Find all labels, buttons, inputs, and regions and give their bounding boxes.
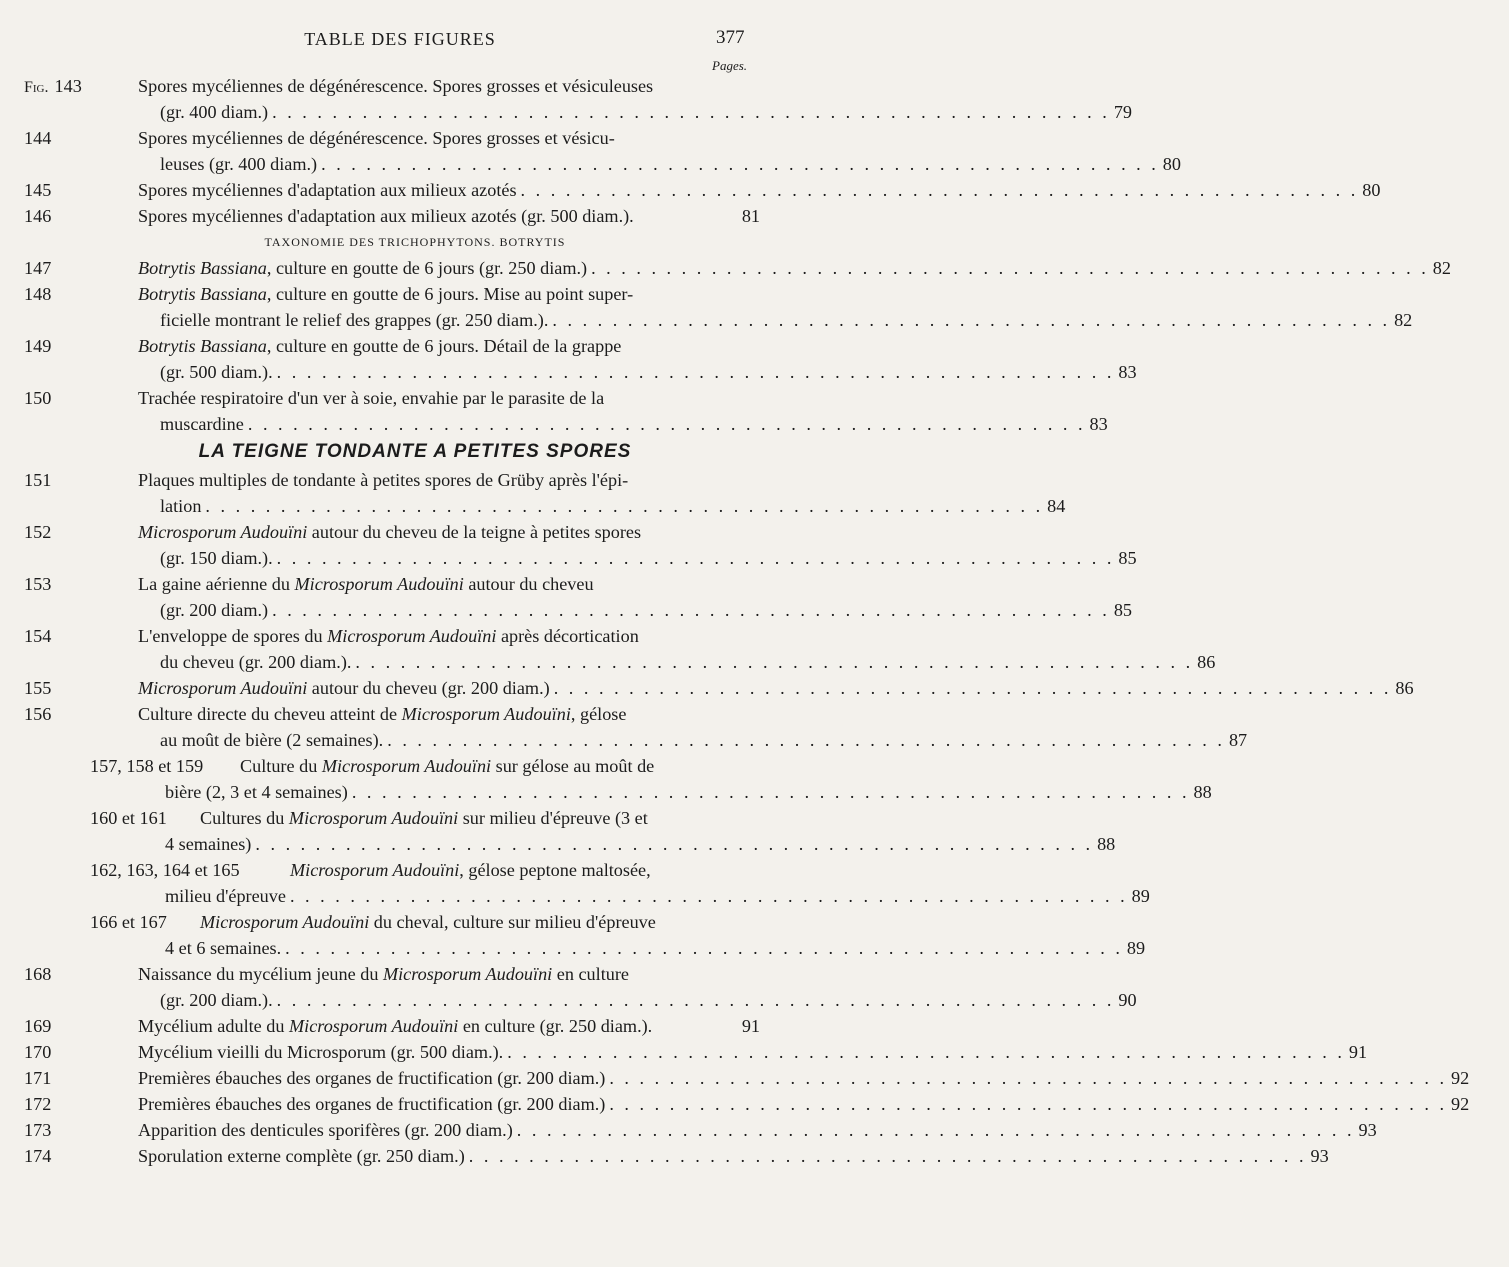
- figure-number: 172: [24, 1094, 52, 1114]
- figure-number: 144: [24, 128, 52, 148]
- figure-number: 157, 158 et 159: [90, 756, 204, 776]
- figure-number: 170: [24, 1042, 52, 1062]
- figure-number: 171: [24, 1068, 52, 1088]
- leader-dots: . . . . . . . . . . . . . . . . . . . . . . . . . . . . . . . . . . . . . . . . . . . . . . . . . . . . . . . .: [507, 1042, 1345, 1062]
- entry-text: (gr. 400 diam.): [160, 102, 269, 122]
- page-reference: 85: [1118, 548, 1137, 568]
- leader-dots: . . . . . . . . . . . . . . . . . . . . . . . . . . . . . . . . . . . . . . . . . . . . . . . . . . . . . . . .: [205, 496, 1044, 516]
- entry-text: au moût de bière (2 semaines).: [160, 730, 384, 750]
- running-header-title: TABLE DES FIGURES: [304, 29, 496, 49]
- page-reference: 80: [1362, 180, 1381, 200]
- page-reference: 91: [1348, 1042, 1368, 1062]
- leader-dots: . . . . . . . . . . . . . . . . . . . . . . . . . . . . . . . . . . . . . . . . . . . . . . . . . . . . . . . .: [553, 678, 1392, 698]
- figure-list: [0, 73, 1470, 1169]
- page-reference: 83: [1118, 362, 1137, 382]
- page-reference: 92: [1451, 1094, 1470, 1114]
- figure-entry: [0, 385, 1108, 437]
- figure-entry: [0, 203, 800, 229]
- page-reference: 83: [1089, 414, 1108, 434]
- figure-number: 148: [24, 284, 52, 304]
- page-reference: 91: [741, 1016, 760, 1036]
- figure-number: 173: [24, 1120, 52, 1140]
- entry-text: Microsporum Audouïni autour du cheveu (gr. 200 diam.): [138, 678, 550, 698]
- figure-entry: [0, 1143, 1329, 1169]
- entry-text: 4 et 6 semaines.: [165, 938, 282, 958]
- leader-dots: . . . . . . . . . . . . . . . . . . . . . . . . . . . . . . . . . . . . . . . . . . . . . . . . . . . . . . . .: [276, 990, 1115, 1010]
- entry-text: Microsporum Audouïni du cheval, culture sur milieu d'épreuve: [200, 912, 656, 932]
- leader-dots: . . . . . . . . . . . . . . . . . . . . . . . . . . . . . . . . . . . . . . . . . . . . . . . . . . . . . . . .: [355, 652, 1194, 672]
- figure-number: 149: [24, 336, 52, 356]
- entry-text: L'enveloppe de spores du Microsporum Audouïni après décortication: [138, 626, 639, 646]
- figure-entry: [0, 909, 1146, 961]
- entry-text: Premières ébauches des organes de fructification (gr. 200 diam.): [138, 1094, 606, 1114]
- leader-dots: . . . . . . . . . . . . . . . . . . . . . . . . . . . . . . . . . . . . . . . . . . . . . . . . . . . . . . . .: [468, 1146, 1307, 1166]
- page-reference: 93: [1310, 1146, 1329, 1166]
- figure-entry: [0, 73, 1132, 125]
- figure-entry: [0, 519, 1137, 571]
- leader-dots: . . . . . . . . . . . . . . . . . . . . . . . . . . . . . . . . . . . . . . . . . . . . . . . . . . . . . . . .: [609, 1068, 1448, 1088]
- entry-text: ficielle montrant le relief des grappes (gr. 250 diam.).: [160, 310, 549, 330]
- page-reference: 82: [1394, 310, 1413, 330]
- entry-text: (gr. 500 diam.).: [160, 362, 273, 382]
- entry-text: Trachée respiratoire d'un ver à soie, envahie par le parasite de la: [138, 388, 605, 408]
- figure-entry: [0, 753, 1212, 805]
- entry-text: Culture du Microsporum Audouïni sur gélose au moût de: [240, 756, 655, 776]
- leader-dots: . . . . . . . . . . . . . . . . . . . . . . . . . . . . . . . . . . . . . . . . . . . . . . . . . . . . . . . .: [272, 600, 1110, 620]
- leader-dots: . . . . . . . . . . . . . . . . . . . . . . . . . . . . . . . . . . . . . . . . . . . . . . . . . . . . . . . .: [609, 1094, 1448, 1114]
- page-reference: 79: [1113, 102, 1132, 122]
- figure-entry: [0, 333, 1137, 385]
- leader-dots: . . . . . . . . . . . . . . . . . . . . . . . . . . . . . . . . . . . . . . . . . . . . . . . . . . . . . . . .: [516, 1120, 1355, 1140]
- entry-text: (gr. 200 diam.).: [160, 990, 273, 1010]
- entry-text: 4 semaines): [165, 834, 252, 854]
- entry-text: Spores mycéliennes d'adaptation aux milieux azotés (gr. 500 diam.).: [138, 206, 634, 226]
- chapter-heading: LA TEIGNE TONDANTE A PETITES SPORES: [198, 441, 632, 462]
- figure-entry: [0, 177, 1381, 203]
- figure-number: 166 et 167: [90, 912, 167, 932]
- entry-text: Plaques multiples de tondante à petites spores de Grüby après l'épi-: [138, 470, 629, 490]
- page-reference: 86: [1197, 652, 1216, 672]
- entry-text: milieu d'épreuve: [165, 886, 286, 906]
- leader-dots: . . . . . . . . . . . . . . . . . . . . . . . . . . . . . . . . . . . . . . . . . . . . . . . . . . . . . . . .: [351, 782, 1190, 802]
- leader-dots: . . . . . . . . . . . . . . . . . . . . . . . . . . . . . . . . . . . . . . . . . . . . . . . . . . . . . . . .: [591, 258, 1429, 278]
- page-reference: 89: [1131, 886, 1150, 906]
- entry-text: Sporulation externe complète (gr. 250 diam.): [138, 1146, 465, 1166]
- leader-dots: . . . . . . . . . . . . . . . . . . . . . . . . . . . . . . . . . . . . . . . . . . . . . . . . . . . . . . . .: [255, 834, 1094, 854]
- figure-number: 168: [24, 964, 52, 984]
- figure-entry: [0, 857, 1150, 909]
- page-reference: 80: [1162, 154, 1181, 174]
- leader-dots: . . . . . . . . . . . . . . . . . . . . . . . . . . . . . . . . . . . . . . . . . . . . . . . . . . . . . . . .: [289, 886, 1128, 906]
- page-reference: 81: [741, 206, 760, 226]
- entry-text: Spores mycéliennes de dégénérescence. Spores grosses et vésiculeuses: [138, 76, 654, 96]
- entry-text: Cultures du Microsporum Audouïni sur milieu d'épreuve (3 et: [200, 808, 648, 828]
- figure-number: 145: [24, 180, 52, 200]
- entry-text: La gaine aérienne du Microsporum Audouïni autour du cheveu: [138, 574, 594, 594]
- page-reference: 87: [1228, 730, 1248, 750]
- figure-number: 146: [24, 206, 52, 226]
- entry-text: du cheveu (gr. 200 diam.).: [160, 652, 352, 672]
- entry-text: Botrytis Bassiana, culture en goutte de 6 jours. Mise au point super-: [138, 284, 634, 304]
- figure-number: 151: [24, 470, 52, 490]
- figure-number: Fig. 143: [24, 76, 82, 96]
- figure-entry: [0, 1039, 1368, 1065]
- figure-number: 152: [24, 522, 52, 542]
- figure-entry: [0, 623, 1216, 675]
- figure-number: 169: [24, 1016, 52, 1036]
- entry-text: Culture directe du cheveu atteint de Microsporum Audouïni, gélose: [138, 704, 627, 724]
- fig-abbreviation: Fig.: [24, 79, 49, 96]
- leader-dots: . . . . . . . . . . . . . . . . . . . . . . . . . . . . . . . . . . . . . . . . . . . . . . . . . . . . . . . .: [321, 154, 1159, 174]
- entry-text: bière (2, 3 et 4 semaines): [165, 782, 348, 802]
- page-reference: 89: [1126, 938, 1146, 958]
- leader-dots: . . . . . . . . . . . . . . . . . . . . . . . . . . . . . . . . . . . . . . . . . . . . . . . . . . . . . . . .: [552, 310, 1391, 330]
- figure-number: 153: [24, 574, 52, 594]
- entry-text: Apparition des denticules sporifères (gr. 200 diam.): [138, 1120, 513, 1140]
- figure-number: 174: [24, 1146, 52, 1166]
- entry-text: Microsporum Audouïni autour du cheveu de la teigne à petites spores: [138, 522, 642, 542]
- figure-number: 162, 163, 164 et 165: [90, 860, 240, 880]
- figure-number: 147: [24, 258, 52, 278]
- figure-entry: [0, 701, 1248, 753]
- figure-entry: [0, 125, 1181, 177]
- entry-text: (gr. 200 diam.): [160, 600, 269, 620]
- figure-number: 156: [24, 704, 52, 724]
- page-reference: 90: [1118, 990, 1137, 1010]
- page-reference: 84: [1047, 496, 1066, 516]
- figure-entry: [0, 1065, 1470, 1091]
- page-reference: 85: [1113, 600, 1132, 620]
- pages-column-label: Pages.: [712, 58, 748, 73]
- entry-text: leuses (gr. 400 diam.): [160, 154, 318, 174]
- entry-text: Microsporum Audouïni, gélose peptone maltosée,: [290, 860, 651, 880]
- page-reference: 86: [1395, 678, 1414, 698]
- figure-entry: [0, 1013, 800, 1039]
- page-number: 377: [716, 27, 745, 48]
- leader-dots: . . . . . . . . . . . . . . . . . . . . . . . . . . . . . . . . . . . . . . . . . . . . . . . . . . . . . . . .: [285, 938, 1123, 958]
- figure-entry: [0, 467, 1066, 519]
- leader-dots: . . . . . . . . . . . . . . . . . . . . . . . . . . . . . . . . . . . . . . . . . . . . . . . . . . . . . . . .: [247, 414, 1086, 434]
- figure-number: 154: [24, 626, 52, 646]
- leader-dots: . . . . . . . . . . . . . . . . . . . . . . . . . . . . . . . . . . . . . . . . . . . . . . . . . . . . . . . .: [276, 362, 1115, 382]
- entry-text: (gr. 150 diam.).: [160, 548, 273, 568]
- entry-text: Spores mycéliennes de dégénérescence. Spores grosses et vésicu-: [138, 128, 615, 148]
- figure-entry: [0, 281, 1413, 333]
- figure-number: 155: [24, 678, 52, 698]
- leader-dots: . . . . . . . . . . . . . . . . . . . . . . . . . . . . . . . . . . . . . . . . . . . . . . . . . . . . . . . .: [272, 102, 1110, 122]
- page-reference: 93: [1358, 1120, 1377, 1140]
- section-heading: TAXONOMIE DES TRICHOPHYTONS. BOTRYTIS: [264, 235, 566, 249]
- page-reference: 92: [1451, 1068, 1470, 1088]
- figure-entry: [0, 1091, 1470, 1117]
- entry-text: Botrytis Bassiana, culture en goutte de 6 jours (gr. 250 diam.): [138, 258, 588, 278]
- entry-text: muscardine: [160, 414, 244, 434]
- figure-entry: [0, 675, 1414, 701]
- page-reference: 82: [1432, 258, 1451, 278]
- figure-number: 150: [24, 388, 52, 408]
- leader-dots: . . . . . . . . . . . . . . . . . . . . . . . . . . . . . . . . . . . . . . . . . . . . . . . . . . . . . . . .: [520, 180, 1359, 200]
- entry-text: Mycélium vieilli du Microsporum (gr. 500 diam.).: [138, 1042, 504, 1062]
- entry-text: Botrytis Bassiana, culture en goutte de 6 jours. Détail de la grappe: [138, 336, 622, 356]
- leader-dots: . . . . . . . . . . . . . . . . . . . . . . . . . . . . . . . . . . . . . . . . . . . . . . . . . . . . . . . .: [387, 730, 1225, 750]
- figure-entry: [0, 961, 1137, 1013]
- figure-number: 160 et 161: [90, 808, 167, 828]
- entry-text: Premières ébauches des organes de fructification (gr. 200 diam.): [138, 1068, 606, 1088]
- entry-text: Spores mycéliennes d'adaptation aux milieux azotés: [138, 180, 517, 200]
- figure-entry: [0, 571, 1132, 623]
- figure-entry: [0, 805, 1116, 857]
- figure-entry: [0, 1117, 1377, 1143]
- page-reference: 88: [1097, 834, 1116, 854]
- figure-entry: [0, 255, 1451, 281]
- entry-text: lation: [160, 496, 202, 516]
- leader-dots: . . . . . . . . . . . . . . . . . . . . . . . . . . . . . . . . . . . . . . . . . . . . . . . . . . . . . . . .: [276, 548, 1115, 568]
- entry-text: Naissance du mycélium jeune du Microsporum Audouïni en culture: [138, 964, 629, 984]
- entry-text: Mycélium adulte du Microsporum Audouïni en culture (gr. 250 diam.).: [138, 1016, 653, 1036]
- page-reference: 88: [1193, 782, 1212, 802]
